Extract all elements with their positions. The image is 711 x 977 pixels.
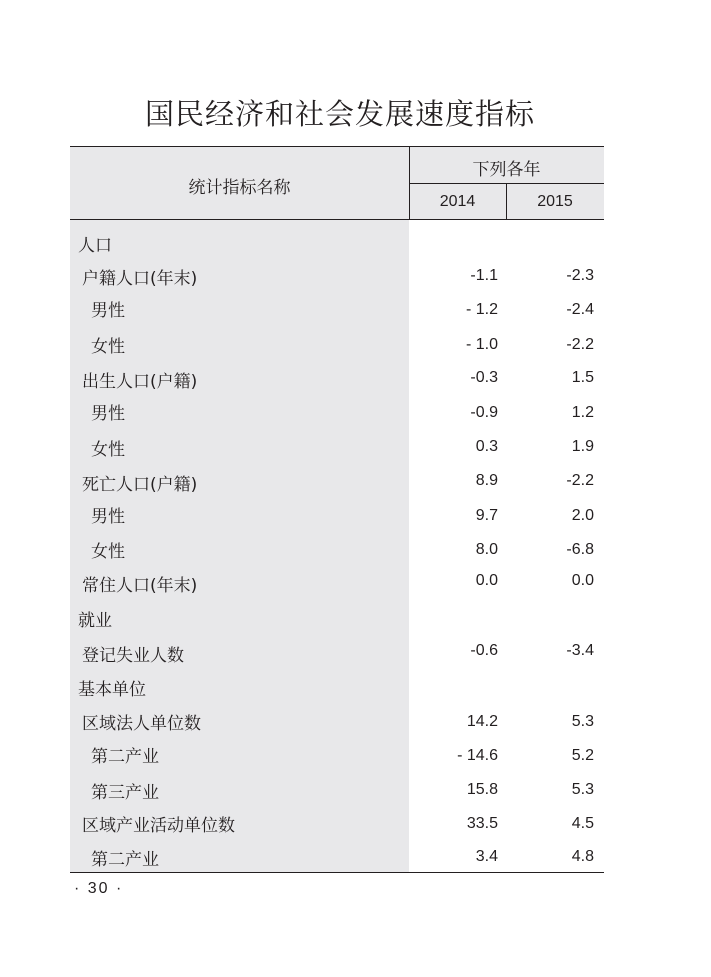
row-label: 区域产业活动单位数	[82, 816, 235, 836]
cell-2015: 2.0	[571, 507, 594, 524]
cell-2014: -1.1	[470, 267, 498, 284]
cell-2015: -2.2	[566, 472, 594, 489]
cell-2014: - 14.6	[457, 747, 498, 764]
cell-2014: -0.9	[470, 404, 498, 421]
cell-2014: 0.0	[475, 572, 498, 589]
cell-2015: 4.5	[571, 815, 594, 832]
cell-2015: 0.0	[571, 572, 594, 589]
cell-2014: - 1.0	[465, 336, 498, 353]
cell-2014: 33.5	[466, 815, 498, 832]
row-label: 基本单位	[78, 680, 146, 700]
cell-2015: 4.8	[571, 848, 594, 865]
cell-2015: -2.2	[566, 336, 594, 353]
header-year-2014: 2014	[439, 193, 476, 210]
row-label: 第二产业	[91, 747, 159, 767]
row-label: 区域法人单位数	[82, 714, 201, 734]
header-name-col: 统计指标名称	[188, 178, 291, 198]
cell-2015: 1.5	[571, 369, 594, 386]
header-bottom-rule	[70, 219, 604, 220]
cell-2015: 1.9	[571, 438, 594, 455]
cell-2014: 15.8	[466, 781, 498, 798]
row-label: 人口	[78, 236, 112, 256]
page-number: · 30 ·	[74, 880, 124, 897]
cell-2014: -0.6	[470, 642, 498, 659]
cell-2015: -2.3	[566, 267, 594, 284]
cell-2015: 1.2	[571, 404, 594, 421]
cell-2014: 8.0	[475, 541, 498, 558]
cell-2014: 9.7	[475, 507, 498, 524]
cell-2015: 5.2	[571, 747, 594, 764]
row-label: 男性	[91, 507, 125, 527]
row-label: 女性	[91, 337, 125, 357]
cell-2014: 8.9	[475, 472, 498, 489]
header-group: 下列各年	[472, 160, 541, 180]
cell-2014: 0.3	[475, 438, 498, 455]
row-label: 死亡人口(户籍)	[82, 475, 198, 495]
row-label: 女性	[91, 440, 125, 460]
row-label: 第二产业	[91, 850, 159, 870]
cell-2014: 14.2	[466, 713, 498, 730]
cell-2014: -0.3	[470, 369, 498, 386]
header-year-2015: 2015	[537, 193, 573, 210]
page-title: 国民经济和社会发展速度指标	[144, 97, 535, 131]
row-label: 出生人口(户籍)	[82, 372, 198, 392]
cell-2015: 5.3	[571, 713, 594, 730]
speed-indicator-table	[70, 146, 604, 873]
cell-2015: 5.3	[571, 781, 594, 798]
cell-2015: -2.4	[566, 301, 594, 318]
row-label: 户籍人口(年末)	[82, 269, 198, 289]
row-label: 女性	[91, 542, 125, 562]
cell-2015: -6.8	[566, 541, 594, 558]
row-label: 第三产业	[91, 783, 159, 803]
cell-2014: - 1.2	[465, 301, 498, 318]
row-label: 男性	[91, 301, 125, 321]
row-label: 常住人口(年末)	[82, 576, 198, 596]
row-label: 就业	[78, 611, 112, 631]
cell-2015: -3.4	[566, 642, 594, 659]
row-label: 男性	[91, 404, 125, 424]
row-label: 登记失业人数	[82, 646, 184, 666]
cell-2014: 3.4	[475, 848, 498, 865]
